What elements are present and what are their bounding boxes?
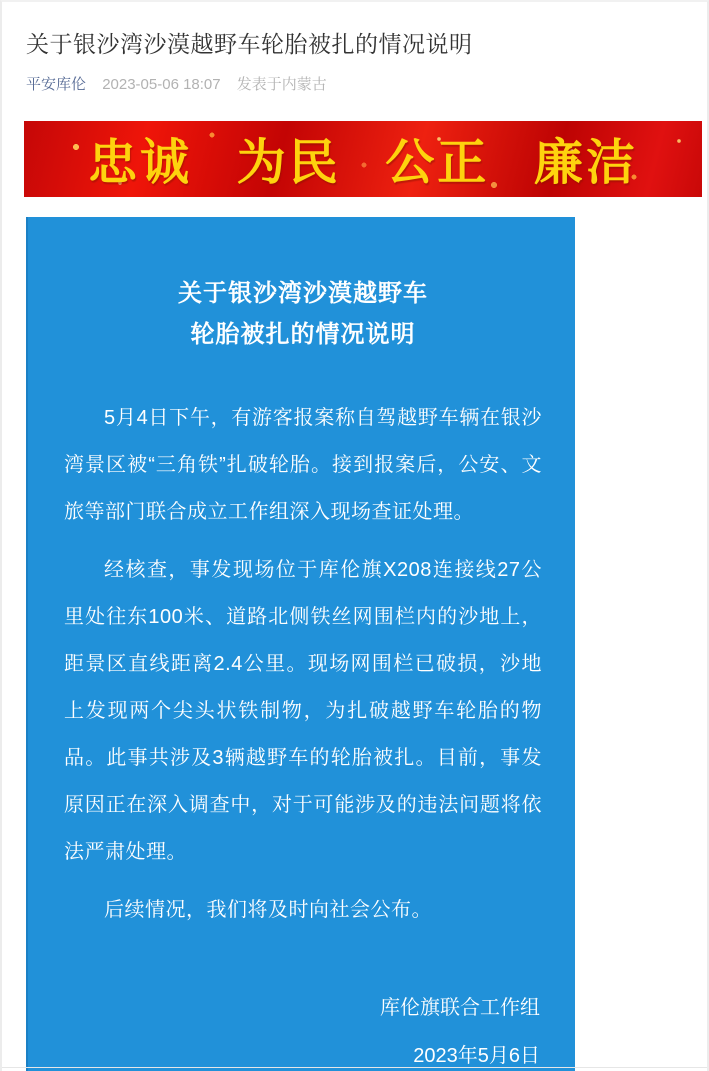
slogan-banner-image[interactable] (24, 121, 702, 197)
notice-date: 2023年5月6日 (413, 1045, 540, 1067)
slogan-banner-text: 忠诚 为民 公正 廉洁 (88, 136, 638, 190)
publish-location: 发表于内蒙古 (236, 76, 327, 93)
notice-card (26, 217, 575, 1071)
notice-heading (64, 273, 542, 355)
notice-heading-line1: 关于银沙湾沙漠越野车 (178, 280, 428, 307)
notice-paragraph: 后续情况，我们将及时向社会公布。 (104, 899, 432, 921)
publish-time: 2023-05-06 18:07 (102, 76, 221, 93)
card-bottom-divider (2, 1067, 707, 1068)
page-title: 关于银沙湾沙漠越野车轮胎被扎的情况说明 (26, 31, 473, 57)
byline (26, 75, 687, 95)
notice-paragraph: 经核查，事发现场位于库伦旗X208连接线27公里处往东100米、道路北侧铁丝网围栏内的沙地上，距景区直线距离2.4公里。现场网围栏已破损，沙地上发现两个尖头状铁制物，为扎破越野车轮胎的物品。此事共涉及3辆越野车的轮胎被扎。目前，事发原因正在深入调查中，对于可能涉及的违法问题将依法严肃处理。 (64, 559, 542, 863)
author-link[interactable]: 平安库伦 (26, 76, 87, 93)
notice-heading-line2: 轮胎被扎的情况说明 (190, 321, 416, 348)
notice-signature-block (64, 984, 542, 1071)
notice-signature: 库伦旗联合工作组 (380, 997, 540, 1019)
article-header (2, 2, 707, 95)
notice-paragraph: 5月4日下午，有游客报案称自驾越野车辆在银沙湾景区被“三角铁”扎破轮胎。接到报案后，公安、文旅等部门联合成立工作组深入现场查证处理。 (64, 407, 542, 523)
